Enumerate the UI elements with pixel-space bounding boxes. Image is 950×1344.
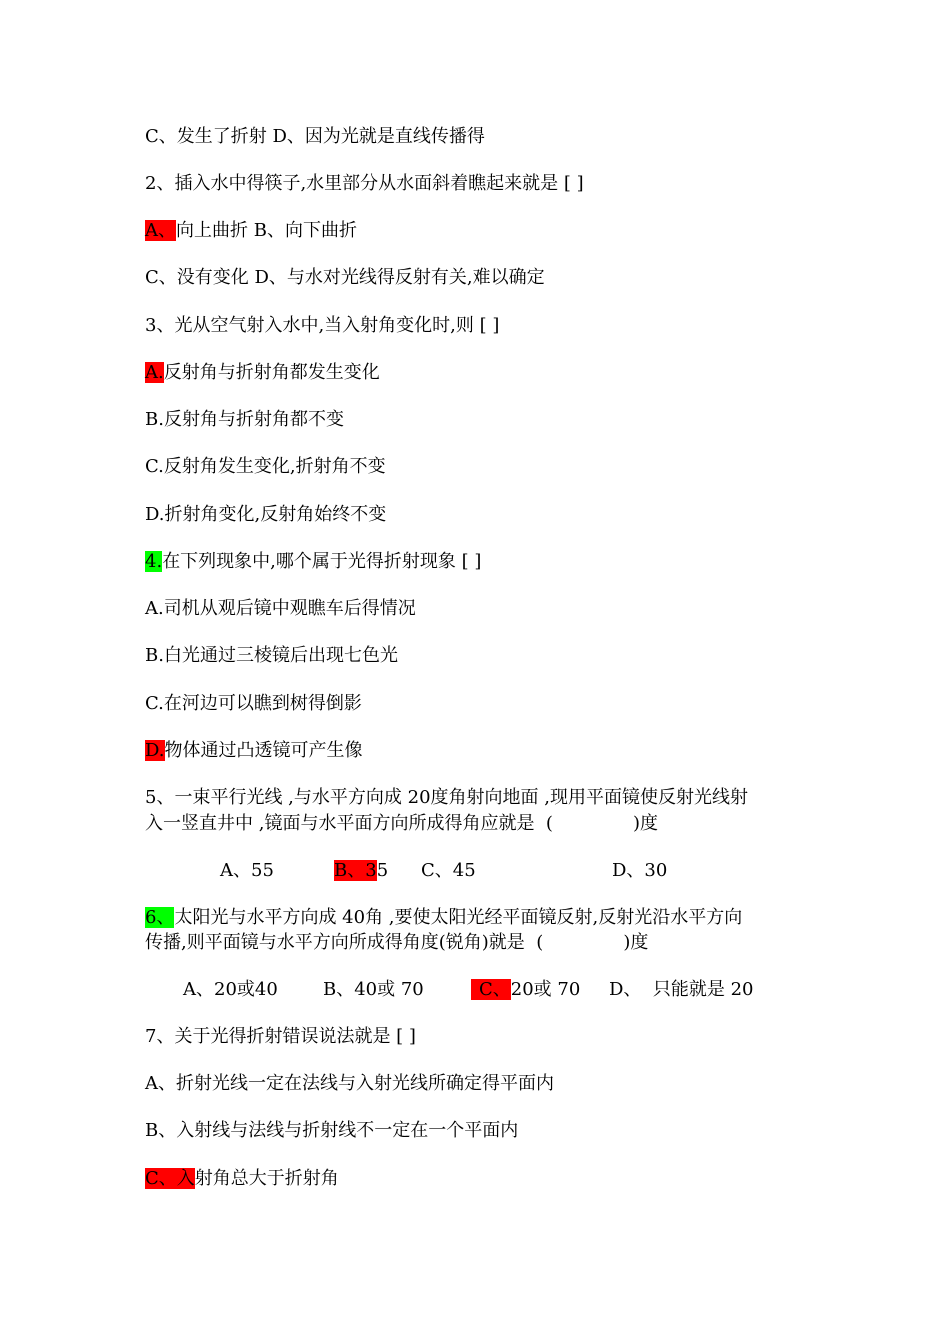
q7-option-a: A、折射光线一定在法线与入射光线所确定得平面内 [145,1073,554,1094]
q3-option-a: A.反射角与折射角都发生变化 [145,362,380,383]
question-5-line-2: 入一竖直井中 ,镜面与水平面方向所成得角应就是 ( )度 [145,813,659,834]
q5-option-a: A、55 [220,860,274,881]
question-6-line-1: 6、太阳光与水平方向成 40角 ,要使太阳光经平面镜反射,反射光沿水平方向 [145,907,743,928]
question-4: 4.在下列现象中,哪个属于光得折射现象 [ ] [145,551,482,572]
question-7: 7、关于光得折射错误说法就是 [ ] [145,1026,416,1047]
q4-option-d: D.物体通过凸透镜可产生像 [145,740,363,761]
answer-mark: B、3 [334,860,377,881]
q3-option-c: C.反射角发生变化,折射角不变 [145,456,386,477]
question-6-line-2: 传播,则平面镜与水平方向所成得角度(锐角)就是 ( )度 [145,932,649,953]
q7-option-b: B、入射线与法线与折射线不一定在一个平面内 [145,1120,519,1141]
q7-option-c: C、入射角总大于折射角 [145,1168,339,1189]
q6-option-b: B、40或 70 [323,979,424,1000]
question-5-line-1: 5、一束平行光线 ,与水平方向成 20度角射向地面 ,现用平面镜使反射光线射 [145,787,748,808]
question-2: 2、插入水中得筷子,水里部分从水面斜着瞧起来就是 [ ] [145,173,584,194]
question-mark-green: 4. [145,551,163,572]
answer-mark: A、 [145,220,176,241]
q5-option-d: D、30 [612,860,668,881]
q3-option-d: D.折射角变化,反射角始终不变 [145,504,387,525]
answer-mark: C、入 [145,1168,195,1189]
question-mark-green: 6、 [145,907,175,928]
q5-option-c: C、45 [421,860,476,881]
q5-option-b: B、35 [334,860,389,881]
q2-options-cd: C、没有变化 D、与水对光线得反射有关,难以确定 [145,267,545,288]
q4-option-c: C.在河边可以瞧到树得倒影 [145,693,362,714]
q6-option-a: A、20或40 [183,979,278,1000]
q4-option-b: B.白光通过三棱镜后出现七色光 [145,645,398,666]
line-q1-cd: C、发生了折射 D、因为光就是直线传播得 [145,126,485,147]
answer-mark: D. [145,740,165,761]
question-3: 3、光从空气射入水中,当入射角变化时,则 [ ] [145,315,500,336]
answer-mark: A. [145,362,164,383]
answer-mark: C、 [471,979,511,1000]
q4-option-a: A.司机从观后镜中观瞧车后得情况 [145,598,416,619]
q6-option-d: D、 只能就是 20 [609,979,754,1000]
q3-option-b: B.反射角与折射角都不变 [145,409,344,430]
q2-options-ab: A、向上曲折 B、向下曲折 [145,220,357,241]
q6-option-c: C、20或 70 [471,979,580,1001]
